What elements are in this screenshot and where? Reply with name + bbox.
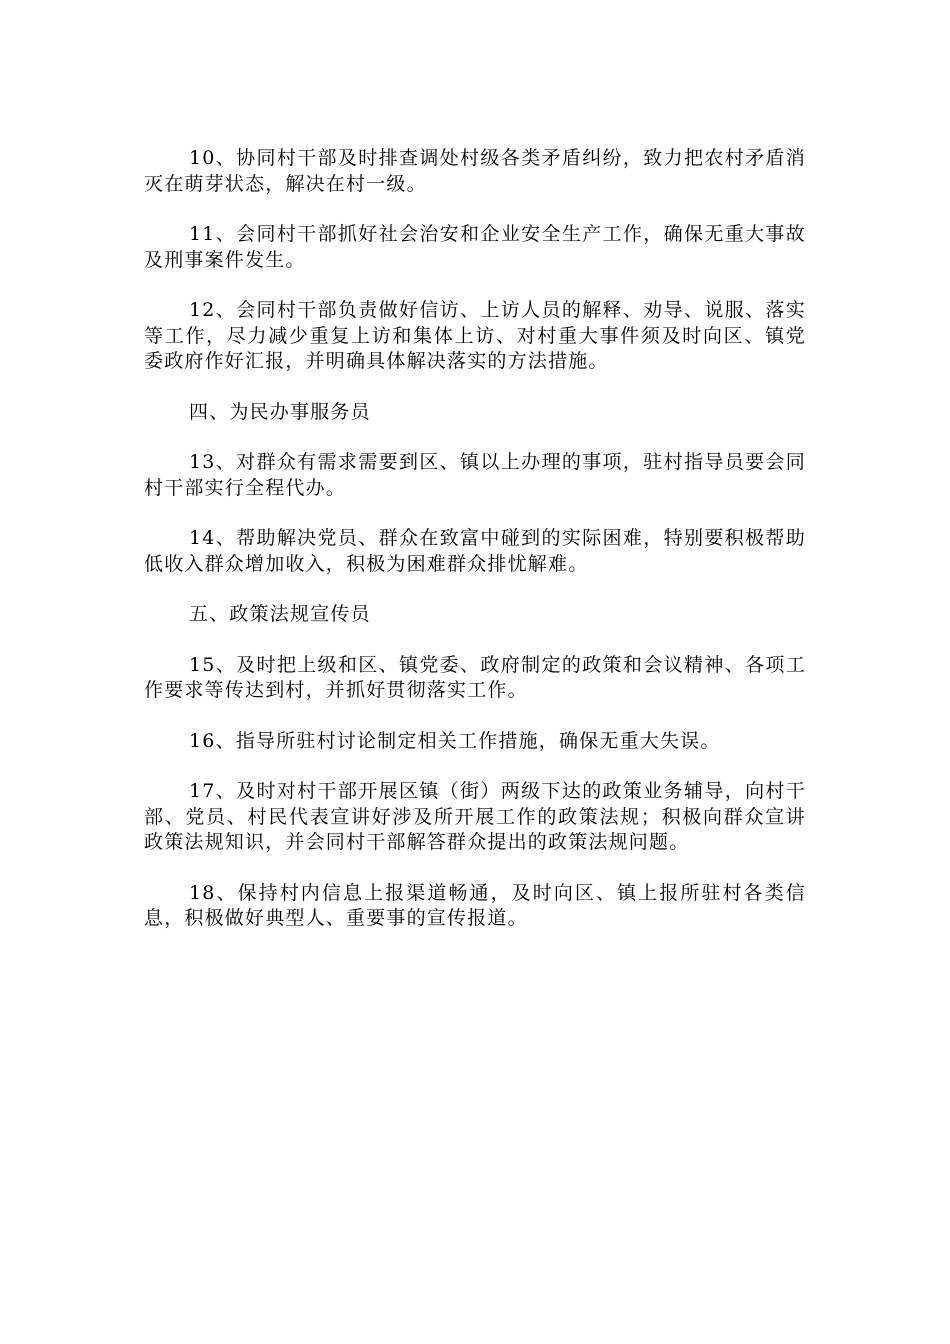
paragraph-item-11: 11、会同村干部抓好社会治安和企业安全生产工作，确保无重大事故及刑事案件发生。 <box>144 223 806 271</box>
paragraph-item-14: 14、帮助解决党员、群众在致富中碰到的实际困难，特别要积极帮助低收入群众增加收入，积极为困难群众排忧解难。 <box>144 527 806 575</box>
paragraph-item-18: 18、保持村内信息上报渠道畅通，及时向区、镇上报所驻村各类信息，积极做好典型人、重要事的宣传报道。 <box>144 881 806 929</box>
paragraph-item-13: 13、对群众有需求需要到区、镇以上办理的事项，驻村指导员要会同村干部实行全程代办。 <box>144 451 806 499</box>
paragraph-item-17: 17、及时对村干部开展区镇（街）两级下达的政策业务辅导，向村干部、党员、村民代表宣讲好涉及所开展工作的政策法规；积极向群众宣讲政策法规知识，并会同村干部解答群众提出的政策法规问题。 <box>144 780 806 853</box>
paragraph-item-16: 16、指导所驻村讨论制定相关工作措施，确保无重大失误。 <box>189 729 721 752</box>
section-heading-policy: 五、政策法规宣传员 <box>189 603 371 625</box>
section-heading-service: 四、为民办事服务员 <box>189 400 371 423</box>
document-body <box>144 146 806 957</box>
paragraph-item-10: 10、协同村干部及时排查调处村级各类矛盾纠纷，致力把农村矛盾消灭在萌芽状态，解决在村一级。 <box>144 147 806 195</box>
paragraph-item-12: 12、会同村干部负责做好信访、上访人员的解释、劝导、说服、落实等工作，尽力减少重复上访和集体上访、对村重大事件须及时向区、镇党委政府作好汇报，并明确具体解决落实的方法措施。 <box>144 299 806 372</box>
paragraph-item-15: 15、及时把上级和区、镇党委、政府制定的政策和会议精神、各项工作要求等传达到村，并抓好贯彻落实工作。 <box>144 653 806 701</box>
